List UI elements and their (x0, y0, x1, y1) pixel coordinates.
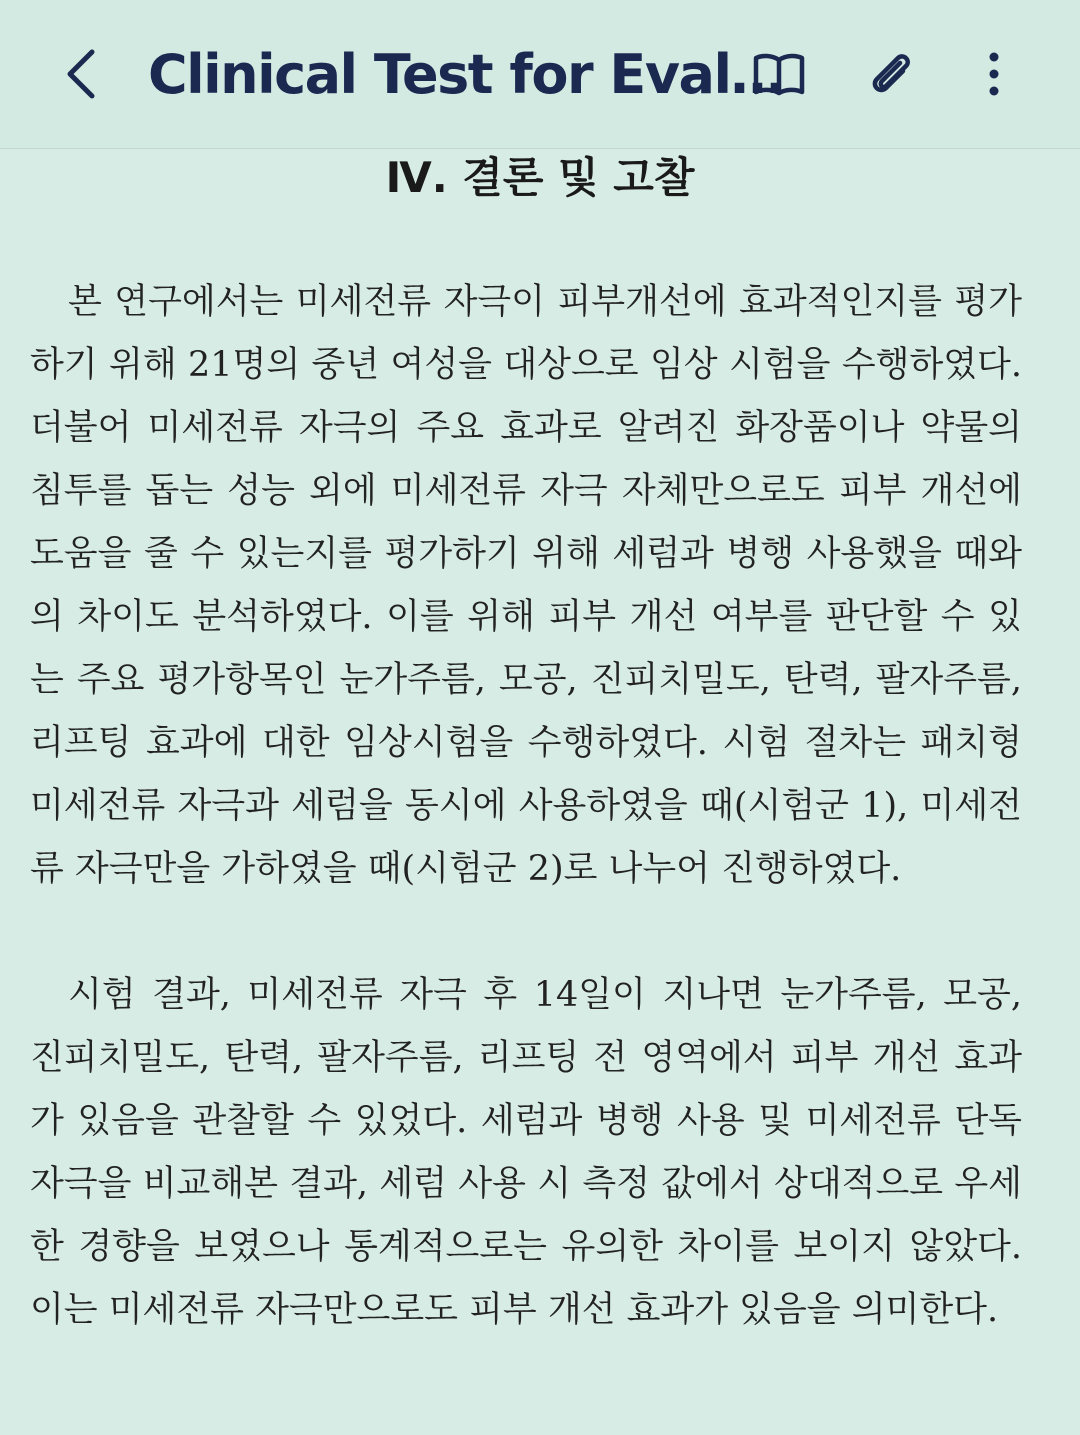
document-title: Clinical Test for Eval… (148, 43, 783, 106)
top-app-bar (0, 0, 1080, 149)
chevron-left-icon (62, 48, 102, 100)
open-book-icon (753, 52, 805, 96)
vertical-dots-icon (987, 51, 1001, 97)
section-heading: Ⅳ. 결론 및 고찰 (385, 153, 695, 202)
document-page[interactable] (0, 149, 1080, 1435)
reading-mode-button[interactable] (741, 36, 817, 112)
more-options-button[interactable] (956, 36, 1032, 112)
back-button[interactable] (44, 36, 120, 112)
body-paragraph: 본 연구에서는 미세전류 자극이 피부개선에 효과적인지를 평가하기 위해 21명의 중년 여성을 대상으로 임상 시험을 수행하였다. 더불어 미세전류 자극의 주요 효과로 알려진 화장품이나 약물의 침투를 돕는 성능 외에 미세전류 자극 자체만으로도 피부 개선에 도움을 줄 수 있는지를 평가하기 위해 세럼과 병행 사용했을 때와의 차이도 분석하였다. 이를 위해 피부 개선 여부를 판단할 수 있는 주요 평가항목인 눈가주름, 모공, 진피치밀도, 탄력, 팔자주름, 리프팅 효과에 대한 임상시험을 수행하였다. 시험 절차는 패치형 미세전류 자극과 세럼을 동시에 사용하였을 때(시험군 1), 미세전류 자극만을 가하였을 때(시험군 2)로 나누어 진행하였다. (30, 282, 1022, 889)
paperclip-icon (866, 49, 916, 99)
body-paragraph: 시험 결과, 미세전류 자극 후 14일이 지나면 눈가주름, 모공, 진피치밀도, 탄력, 팔자주름, 리프팅 전 영역에서 피부 개선 효과가 있음을 관찰할 수 있었다. 세럼과 병행 사용 및 미세전류 단독 자극을 비교해본 결과, 세럼 사용 시 측정 값에서 상대적으로 우세한 경향을 보였으나 통계적으로는 유의한 차이를 보이지 않았다. 이는 미세전류 자극만으로도 피부 개선 효과가 있음을 의미한다. (30, 975, 1022, 1330)
attachment-button[interactable] (853, 36, 929, 112)
